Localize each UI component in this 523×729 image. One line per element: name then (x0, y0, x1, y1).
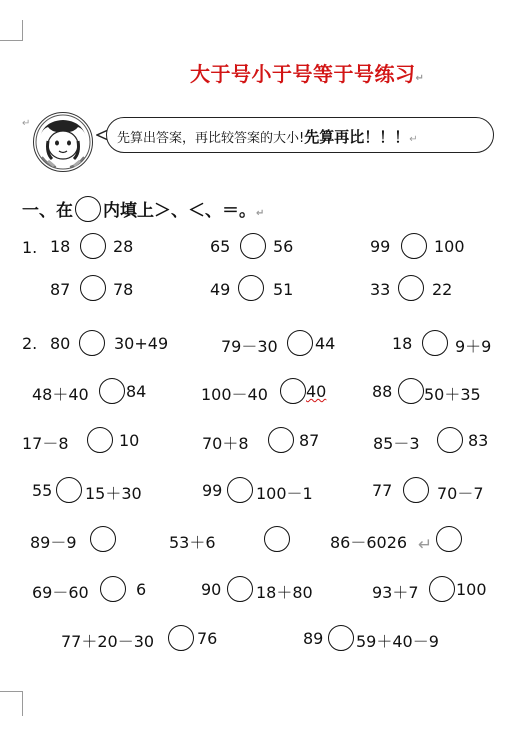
answer-circle[interactable] (436, 526, 462, 552)
problem-left: 85－3 (373, 434, 420, 453)
paragraph-mark: ↵ (415, 73, 425, 84)
problem-left: 93＋7 (372, 583, 419, 602)
section-suffix: 内填上＞、＜、＝。 (103, 201, 256, 221)
problem-left: 77 (372, 481, 393, 500)
answer-circle[interactable] (328, 625, 354, 651)
problem-right: 10 (119, 431, 140, 450)
answer-circle[interactable] (398, 275, 424, 301)
problem-right: 78 (113, 280, 134, 299)
problem-right: 76 (197, 629, 218, 648)
answer-circle[interactable] (90, 526, 116, 552)
cartoon-girl-avatar (33, 112, 93, 172)
problem-right: 15＋30 (85, 484, 142, 503)
answer-circle[interactable] (80, 275, 106, 301)
problem-left: 69－60 (32, 583, 89, 602)
problem-right: 87 (299, 431, 320, 450)
problem-left: 89－9 (30, 533, 77, 552)
cartoon-girl-icon (34, 113, 92, 171)
answer-circle[interactable] (429, 576, 455, 602)
answer-circle[interactable] (168, 625, 194, 651)
answer-circle[interactable] (100, 576, 126, 602)
answer-circle[interactable] (437, 427, 463, 453)
answer-circle[interactable] (403, 477, 429, 503)
title-text: 大于号小于号等于号练习 (190, 62, 416, 86)
problem-right: 56 (273, 237, 294, 256)
answer-circle[interactable] (227, 477, 253, 503)
problem-left: 18 (392, 334, 413, 353)
answer-circle[interactable] (398, 378, 424, 404)
problem-right: 70－7 (437, 484, 484, 503)
crop-mark-bottom-left (0, 691, 23, 716)
problem-left: 87 (50, 280, 71, 299)
answer-circle[interactable] (87, 427, 113, 453)
paragraph-mark: ↵ (418, 535, 433, 555)
problem-left: 33 (370, 280, 391, 299)
problem-left: 53＋6 (169, 533, 216, 552)
answer-circle[interactable] (80, 233, 106, 259)
paragraph-mark: ↵ (22, 118, 31, 129)
problem-right: 84 (126, 382, 147, 401)
section-prefix: 一、在 (22, 201, 73, 221)
problem-right: 100 (456, 580, 487, 599)
problem-left: 100－40 (201, 385, 268, 404)
problem-left: 80 (50, 334, 71, 353)
problem-left: 55 (32, 481, 53, 500)
problem-left: 99 (370, 237, 391, 256)
answer-circle-example (75, 196, 101, 222)
group2-label: 2. (22, 334, 38, 353)
problem-right: 9＋9 (455, 337, 492, 356)
answer-circle[interactable] (268, 427, 294, 453)
crop-mark-top-left (0, 20, 23, 41)
answer-circle[interactable] (280, 378, 306, 404)
problem-right: 100－1 (256, 484, 313, 503)
problem-right: 59＋40－9 (356, 632, 439, 651)
problem-right: 44 (315, 334, 336, 353)
problem-left: 86－6026 (330, 533, 408, 552)
problem-right: 6 (136, 580, 147, 599)
answer-circle[interactable] (264, 526, 290, 552)
paragraph-mark: ↵ (409, 134, 418, 145)
problem-left: 89 (303, 629, 324, 648)
problem-right: 22 (432, 280, 453, 299)
problem-left: 49 (210, 280, 231, 299)
page-title (190, 58, 480, 87)
problem-left: 18 (50, 237, 71, 256)
problem-left: 17－8 (22, 434, 69, 453)
answer-circle[interactable] (422, 330, 448, 356)
problem-right: 50＋35 (424, 385, 481, 404)
problem-right: 100 (434, 237, 465, 256)
problem-left: 70＋8 (202, 434, 249, 453)
problem-right: 40 (306, 382, 327, 401)
bubble-text: 先算出答案，再比较答案的大小! (117, 131, 305, 146)
group1-label: 1. (22, 238, 38, 257)
problem-left: 48＋40 (32, 385, 89, 404)
answer-circle[interactable] (56, 477, 82, 503)
answer-circle[interactable] (227, 576, 253, 602)
problem-left: 79－30 (221, 337, 278, 356)
speech-bubble (106, 117, 494, 153)
answer-circle[interactable] (240, 233, 266, 259)
problem-right: 30+49 (114, 334, 169, 353)
answer-circle[interactable] (79, 330, 105, 356)
answer-circle[interactable] (401, 233, 427, 259)
section-heading (22, 196, 264, 224)
problem-left: 77＋20－30 (61, 632, 155, 651)
answer-circle[interactable] (287, 330, 313, 356)
problem-left: 88 (372, 382, 393, 401)
problem-right: 51 (273, 280, 294, 299)
problem-left: 99 (202, 481, 223, 500)
problem-right: 83 (468, 431, 489, 450)
answer-circle[interactable] (99, 378, 125, 404)
problem-left: 90 (201, 580, 222, 599)
paragraph-mark: ↵ (256, 208, 265, 219)
answer-circle[interactable] (238, 275, 264, 301)
problem-left: 65 (210, 237, 231, 256)
problem-right: 18＋80 (256, 583, 313, 602)
problem-right: 28 (113, 237, 134, 256)
bubble-emphasis: 先算再比！！！ (304, 128, 410, 146)
